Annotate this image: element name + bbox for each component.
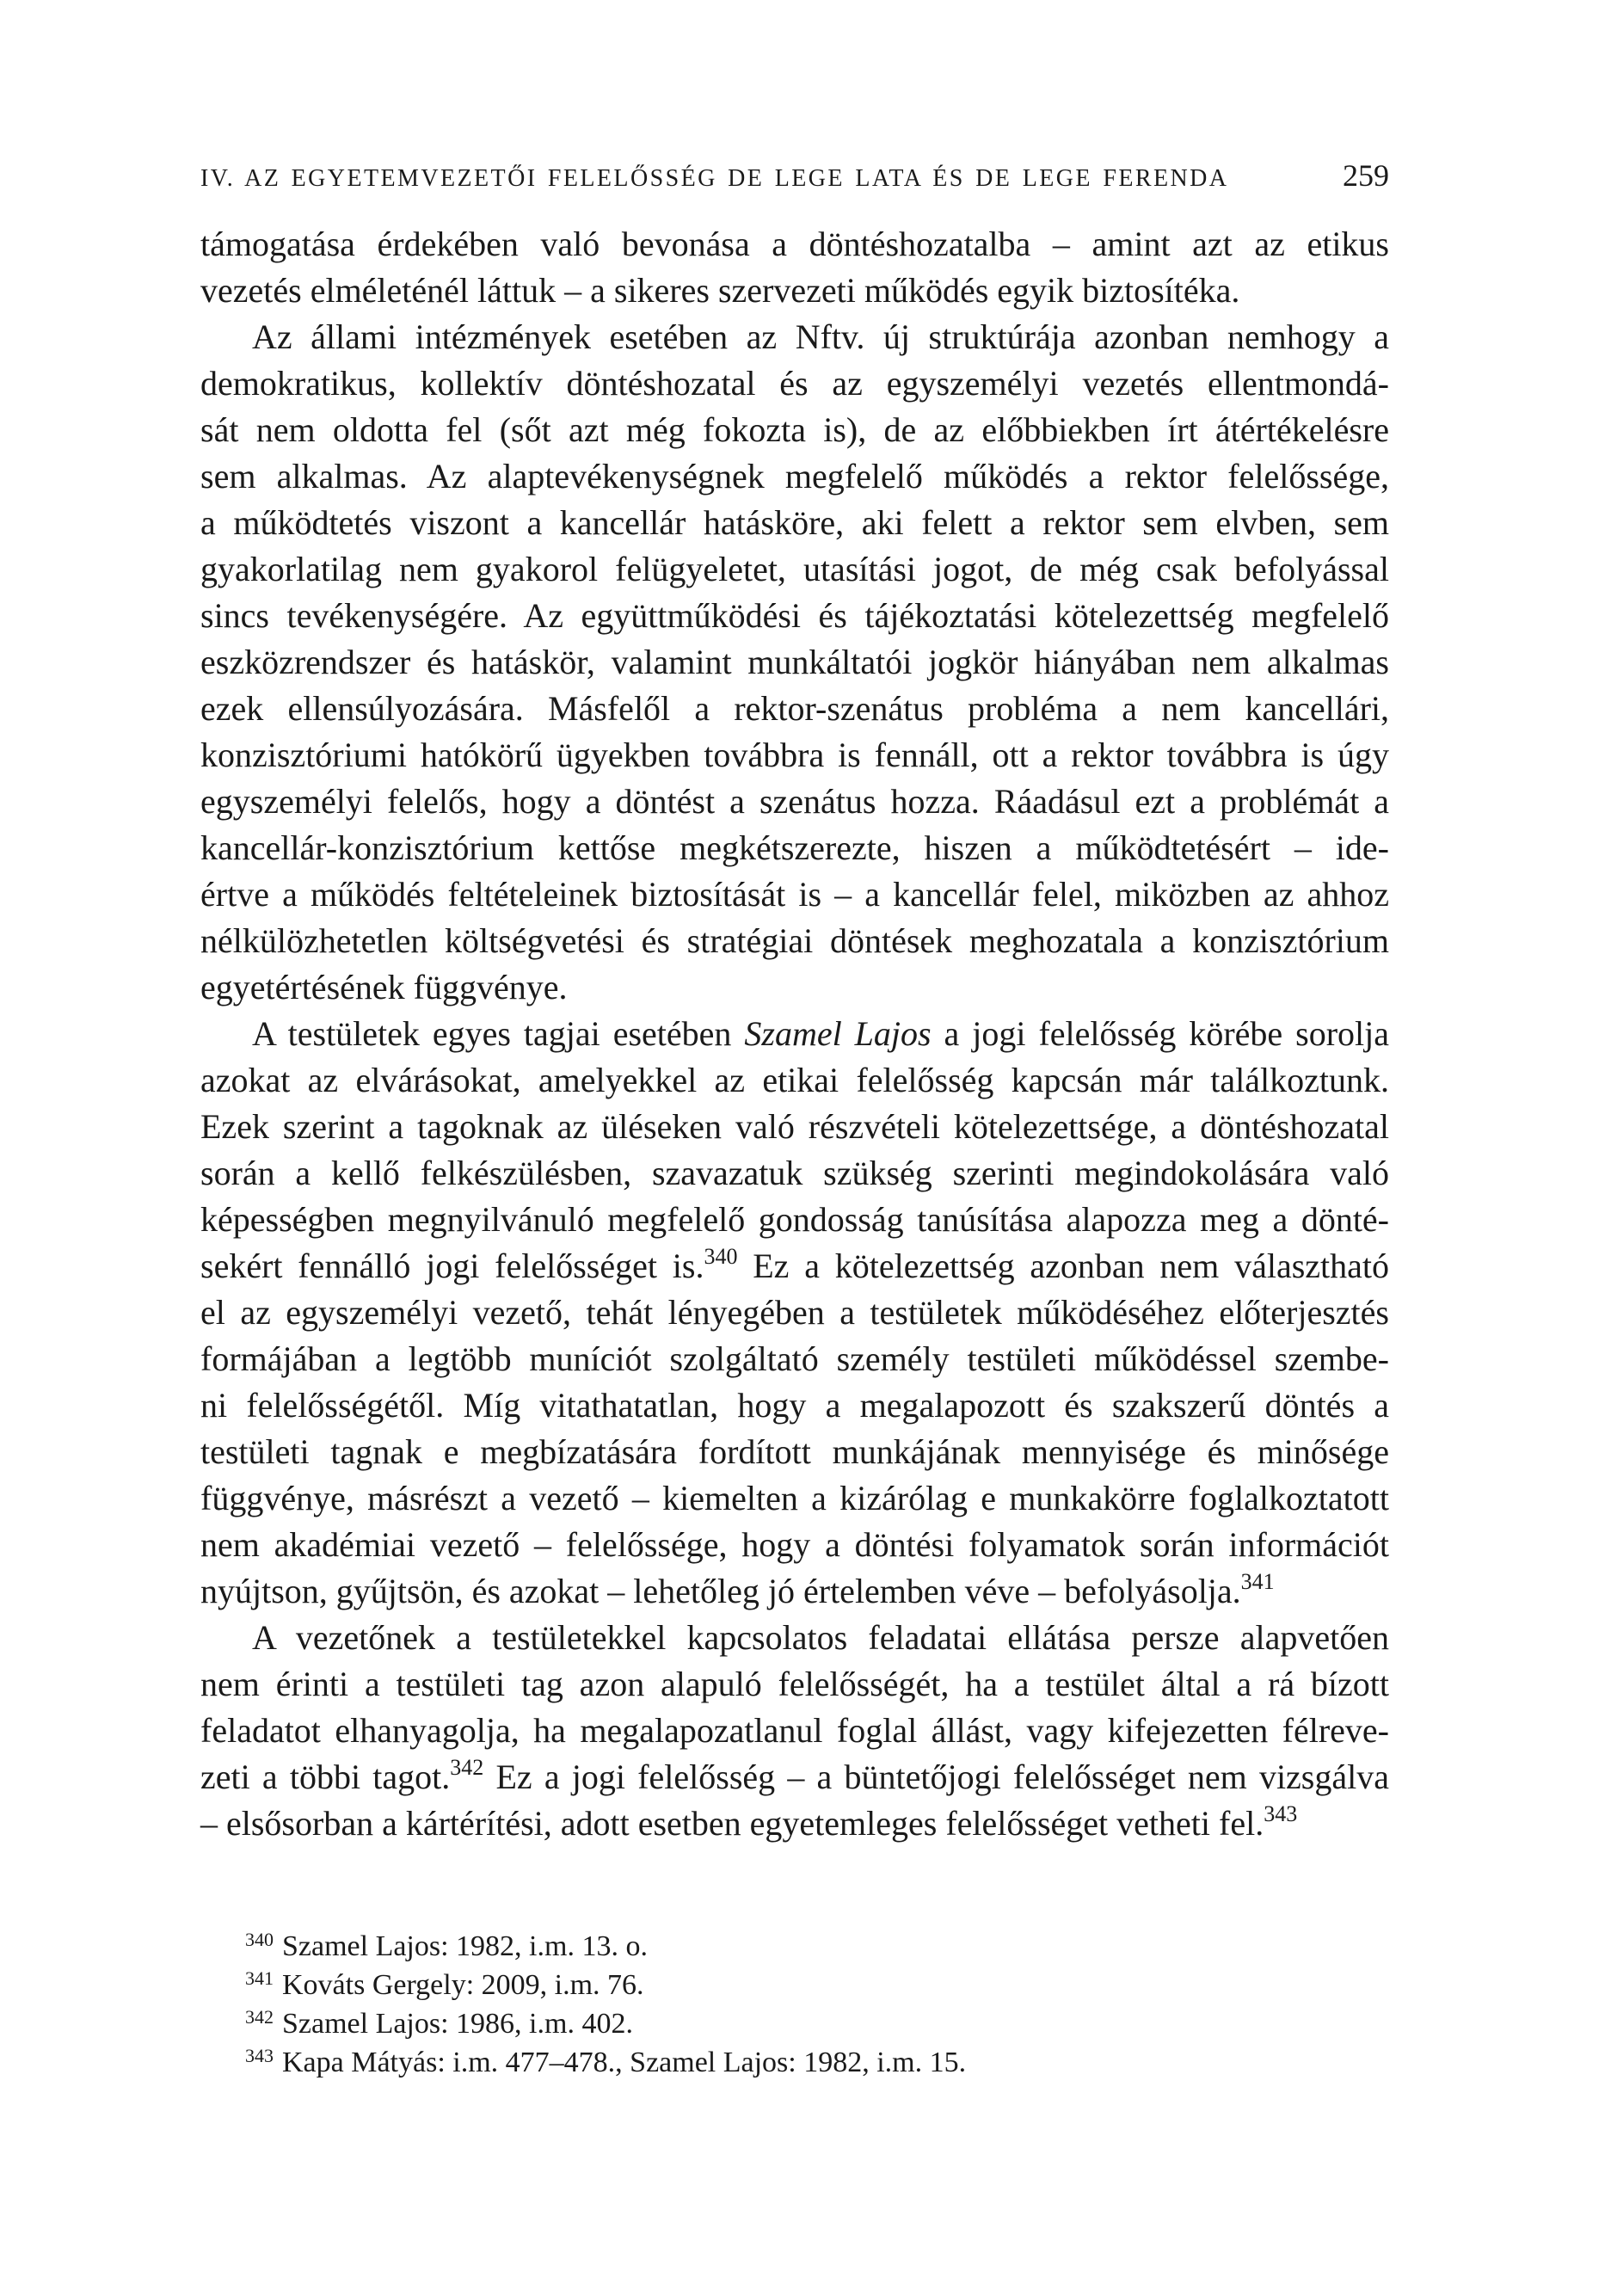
text-line — [200, 1754, 1389, 1800]
text-segment: el az egyszemélyi vezető, tehát lényegében a testületek működéséhez előterjesztés — [200, 1293, 1389, 1332]
text-line — [200, 779, 1389, 825]
text-segment: testületi tagnak e megbízatására fordított munkájának mennyisége és minősége — [200, 1432, 1389, 1471]
footnote-ref: 340 — [704, 1244, 738, 1269]
text-line-content — [200, 1293, 1389, 1332]
text-line — [200, 1429, 1389, 1475]
text-line — [200, 1243, 1389, 1290]
text-segment: nem érinti a testületi tag azon alapuló felelősségét, ha a testület által a rá bízott — [200, 1665, 1389, 1703]
text-line-content — [200, 1479, 1389, 1517]
text-line-content — [200, 1154, 1389, 1192]
footnote-number: 340 — [245, 1929, 274, 1950]
text-line-content — [252, 1014, 1389, 1053]
text-segment: egyetértésének függvénye. — [200, 968, 568, 1006]
text-line-content — [200, 1107, 1389, 1146]
text-line — [200, 1661, 1389, 1708]
text-line — [200, 1568, 1389, 1615]
footnote-text: Kapa Mátyás: i.m. 477–478., Szamel Lajos: 1982, i.m. 15. — [282, 2047, 967, 2078]
text-segment: sincs tevékenységére. Az együttműködési és tájékoztatási kötelezettség megfelelő — [200, 596, 1389, 635]
footnote — [200, 1927, 1389, 1966]
text-segment: nélkülözhetetlen költségvetési és stratégiai döntések meghozatala a konzisztórium — [200, 921, 1389, 960]
text-segment: a jogi felelősség körébe sorolja — [931, 1014, 1390, 1053]
text-line — [200, 546, 1389, 593]
footnote-ref: 343 — [1264, 1801, 1298, 1826]
footnote-number: 341 — [245, 1967, 274, 1989]
text-line — [200, 1522, 1389, 1568]
text-segment: képességben megnyilvánuló megfelelő gondosság tanúsítása alapozza meg a dönté- — [200, 1200, 1389, 1239]
text-segment: azokat az elvárásokat, amelyekkel az etikai felelősség kapcsán már találkoztunk. — [200, 1061, 1389, 1099]
text-line-content — [200, 1432, 1389, 1471]
text-line — [200, 1615, 1389, 1661]
text-line-content — [200, 1246, 1389, 1285]
text-line-content — [200, 1801, 1298, 1843]
text-line — [200, 314, 1389, 360]
text-line — [200, 360, 1389, 407]
text-line-content — [200, 1525, 1389, 1564]
footnote — [200, 2043, 1389, 2082]
text-segment: egyszemélyi felelős, hogy a döntést a szenátus hozza. Ráadásul ezt a problémát a — [200, 782, 1389, 821]
text-segment: gyakorlatilag nem gyakorol felügyeletet, utasítási jogot, de még csak befolyással — [200, 550, 1389, 588]
text-line-content — [200, 1569, 1275, 1610]
text-line — [200, 1800, 1389, 1847]
text-line — [200, 1475, 1389, 1522]
text-line — [200, 825, 1389, 871]
text-segment: függvénye, másrészt a vezető – kiemelten a kizárólag e munkakörre foglalkoztatott — [200, 1479, 1389, 1517]
text-line-content — [200, 457, 1389, 496]
running-title: IV. AZ EGYETEMVEZETŐI FELELŐSSÉG DE LEGE LATA ÉS DE LEGE FERENDA — [200, 165, 1229, 192]
text-line — [200, 918, 1389, 964]
text-segment: Az állami intézmények esetében az Nftv. új struktúrája azonban nemhogy a — [252, 317, 1389, 356]
text-line — [200, 686, 1389, 732]
text-segment: Ez a kötelezettség azonban nem választható — [737, 1246, 1389, 1285]
text-line — [200, 1057, 1389, 1104]
text-line-content — [200, 968, 567, 1006]
text-segment: A vezetőnek a testületekkel kapcsolatos feladatai ellátása persze alapvetően — [252, 1618, 1389, 1657]
footnote-ref: 342 — [450, 1755, 484, 1780]
text-line-content — [200, 1757, 1389, 1796]
text-segment: A testületek egyes tagjai esetében — [252, 1014, 745, 1053]
text-segment: feladatot elhanyagolja, ha megalapozatlanul foglal állást, vagy kifejezetten félreve- — [200, 1711, 1389, 1750]
footnote-number: 342 — [245, 2006, 274, 2028]
text-segment: ni felelősségétől. Míg vitathatatlan, hogy a megalapozott és szakszerű döntés a — [200, 1386, 1389, 1425]
text-segment: támogatása érdekében való bevonása a döntéshozatalba – amint azt az etikus — [200, 225, 1389, 263]
text-segment: formájában a legtöbb muníciót szolgáltató személy testületi működéssel szembe- — [200, 1339, 1389, 1378]
text-line-content — [200, 782, 1389, 821]
footnote-ref: 341 — [1240, 1569, 1275, 1594]
text-line — [200, 1150, 1389, 1197]
text-segment: sát nem oldotta fel (sőt azt még fokozta is), de az előbbiekben írt átértékelésre — [200, 410, 1389, 449]
body-text — [200, 221, 1389, 1847]
page-number: 259 — [1343, 158, 1389, 193]
footnote-text: Szamel Lajos: 1986, i.m. 402. — [282, 2008, 633, 2040]
text-segment: eszközrendszer és hatáskör, valamint munkáltatói jogkör hiányában nem alkalmas — [200, 643, 1389, 681]
footnotes — [200, 1927, 1389, 2082]
text-line — [200, 1290, 1389, 1336]
footnote — [200, 1966, 1389, 2004]
text-line-content — [200, 1339, 1389, 1378]
footnote — [200, 2004, 1389, 2043]
text-line — [200, 1011, 1389, 1057]
text-segment: konzisztóriumi hatókörű ügyekben továbbra is fennáll, ott a rektor továbbra is úgy — [200, 736, 1389, 774]
text-line — [200, 639, 1389, 686]
text-line — [200, 453, 1389, 500]
italic-text: Szamel Lajos — [744, 1014, 932, 1053]
text-segment: Ezek szerint a tagoknak az üléseken való részvételi kötelezettsége, a döntéshozatal — [200, 1107, 1389, 1146]
text-segment: – elsősorban a kártérítési, adott esetben egyetemleges felelősséget vetheti fel. — [200, 1804, 1264, 1843]
text-line-content — [200, 410, 1389, 449]
text-line-content — [200, 596, 1389, 635]
text-line-content — [200, 689, 1389, 728]
text-segment: a működtetés viszont a kancellár hatásköre, aki felett a rektor sem elvben, sem — [200, 503, 1389, 542]
text-line-content — [252, 317, 1389, 356]
text-line-content — [200, 875, 1389, 914]
text-segment: ezek ellensúlyozására. Másfelől a rektor-szenátus probléma a nem kancellári, — [200, 689, 1389, 728]
text-segment: demokratikus, kollektív döntéshozatal és az egyszemélyi vezetés ellentmondá- — [200, 364, 1389, 403]
text-line-content — [200, 1665, 1389, 1703]
text-segment: zeti a többi tagot. — [200, 1757, 451, 1796]
text-line-content — [200, 271, 1239, 310]
text-segment: kancellár-konzisztórium kettőse megkétszerezte, hiszen a működtetésért – ide- — [200, 828, 1389, 867]
text-line — [200, 1708, 1389, 1754]
text-line-content — [200, 1200, 1389, 1239]
text-line — [200, 1197, 1389, 1243]
text-segment: nyújtson, gyűjtsön, és azokat – lehetőleg jó értelemben véve – befolyásolja. — [200, 1572, 1241, 1610]
text-segment: során a kellő felkészülésben, szavazatuk szükség szerinti megindokolására való — [200, 1154, 1389, 1192]
footnote-text: Szamel Lajos: 1982, i.m. 13. o. — [282, 1930, 648, 1962]
text-line — [200, 593, 1389, 639]
text-segment: Ez a jogi felelősség – a büntetőjogi felelősséget nem vizsgálva — [483, 1757, 1389, 1796]
text-segment: nem akadémiai vezető – felelőssége, hogy a döntési folyamatok során információt — [200, 1525, 1389, 1564]
text-line — [200, 964, 1389, 1011]
text-line-content — [200, 225, 1389, 263]
text-line — [200, 268, 1389, 314]
text-line-content — [200, 1711, 1389, 1750]
text-line-content — [200, 643, 1389, 681]
text-line-content — [200, 503, 1389, 542]
text-line — [200, 407, 1389, 453]
text-segment: sem alkalmas. Az alaptevékenységnek megfelelő működés a rektor felelőssége, — [200, 457, 1389, 496]
footnote-number: 343 — [245, 2045, 274, 2066]
text-line-content — [200, 828, 1389, 867]
text-line-content — [200, 921, 1389, 960]
page-header — [200, 157, 1389, 194]
text-segment: vezetés elméleténél láttuk – a sikeres szervezeti működés egyik biztosítéka. — [200, 271, 1240, 310]
text-line-content — [252, 1618, 1389, 1657]
text-line — [200, 732, 1389, 779]
text-line-content — [200, 1061, 1389, 1099]
text-line-content — [200, 550, 1389, 588]
text-line-content — [200, 736, 1389, 774]
text-line — [200, 1104, 1389, 1150]
text-line — [200, 1336, 1389, 1382]
text-line — [200, 871, 1389, 918]
footnote-text: Kováts Gergely: 2009, i.m. 76. — [282, 1969, 644, 2001]
text-segment: értve a működés feltételeinek biztosítását is – a kancellár felel, miközben az ahhoz — [200, 875, 1389, 914]
text-line-content — [200, 364, 1389, 403]
text-line — [200, 1382, 1389, 1429]
text-segment: sekért fennálló jogi felelősséget is. — [200, 1246, 704, 1285]
text-line — [200, 221, 1389, 268]
text-line — [200, 500, 1389, 546]
text-line-content — [200, 1386, 1389, 1425]
